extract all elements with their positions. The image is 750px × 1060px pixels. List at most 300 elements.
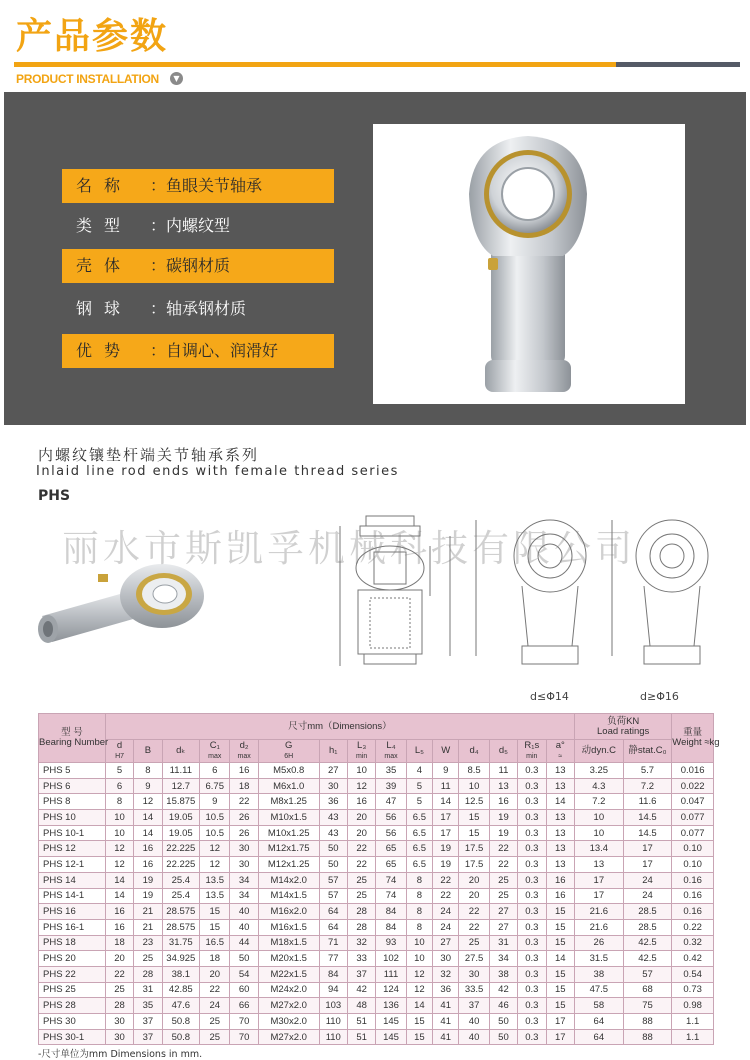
table-cell: 12	[406, 982, 432, 998]
table-cell: 13	[546, 778, 575, 794]
table-cell: 22.225	[162, 841, 199, 857]
table-cell: 16	[546, 888, 575, 904]
table-cell: 14	[105, 888, 133, 904]
table-cell: 111	[376, 966, 406, 982]
table-cell: 13	[575, 857, 624, 873]
table-cell: 37	[134, 1029, 162, 1045]
table-cell: 15	[459, 810, 489, 826]
table-cell: 11	[489, 763, 517, 779]
table-cell: 37	[134, 1014, 162, 1030]
table-row	[39, 1029, 714, 1045]
table-cell: 47.5	[575, 982, 624, 998]
table-cell: 21	[134, 904, 162, 920]
table-cell: 11.11	[162, 763, 199, 779]
table-cell: M8x1.25	[258, 794, 319, 810]
table-cell: 13	[546, 810, 575, 826]
table-cell: M24x2.0	[258, 982, 319, 998]
table-cell: 50	[489, 1029, 517, 1045]
table-cell: 42	[489, 982, 517, 998]
table-cell: 25	[105, 982, 133, 998]
table-cell: 10	[459, 778, 489, 794]
table-cell: 17	[575, 888, 624, 904]
table-cell: 12	[134, 794, 162, 810]
table-cell: 28.575	[162, 904, 199, 920]
table-row	[39, 982, 714, 998]
table-cell: 30	[105, 1014, 133, 1030]
table-cell: 42.85	[162, 982, 199, 998]
table-cell: 1.1	[672, 1029, 714, 1045]
table-cell: 34	[230, 872, 258, 888]
table-cell: 25	[200, 1029, 230, 1045]
bearing-number-cell: PHS 14-1	[39, 888, 106, 904]
table-cell: 12	[347, 778, 375, 794]
table-cell: 25.4	[162, 872, 199, 888]
column-header: L₅	[406, 740, 432, 763]
table-row	[39, 904, 714, 920]
table-header-row	[39, 714, 714, 740]
table-cell: 22	[489, 857, 517, 873]
table-cell: 17	[433, 810, 459, 826]
table-cell: 19	[134, 872, 162, 888]
table-cell: 35	[376, 763, 406, 779]
table-cell: 71	[319, 935, 347, 951]
table-cell: 57	[319, 888, 347, 904]
table-cell: 10.5	[200, 825, 230, 841]
table-cell: 19.05	[162, 810, 199, 826]
table-cell: 0.016	[672, 763, 714, 779]
table-cell: 0.16	[672, 904, 714, 920]
table-cell: 20	[459, 888, 489, 904]
table-row	[39, 966, 714, 982]
table-row	[39, 919, 714, 935]
table-cell: 46	[489, 998, 517, 1014]
table-row	[39, 998, 714, 1014]
table-cell: 4	[406, 763, 432, 779]
bearing-number-cell: PHS 25	[39, 982, 106, 998]
table-footnote: -尺寸单位为mm Dimensions in mm.	[38, 1049, 203, 1060]
table-cell: 15	[546, 904, 575, 920]
table-cell: 22	[347, 857, 375, 873]
table-cell: 16	[347, 794, 375, 810]
bearing-number-cell: PHS 28	[39, 998, 106, 1014]
table-cell: 13	[546, 857, 575, 873]
table-cell: 35	[134, 998, 162, 1014]
table-cell: 8	[406, 919, 432, 935]
table-cell: 50	[319, 857, 347, 873]
table-cell: 11	[433, 778, 459, 794]
table-cell: 70	[230, 1029, 258, 1045]
spec-row	[62, 249, 334, 283]
bearing-number-cell: PHS 20	[39, 951, 106, 967]
page-title: 产品参数	[16, 16, 169, 57]
table-cell: 0.22	[672, 919, 714, 935]
table-cell: 28	[347, 919, 375, 935]
column-header: d H7	[105, 740, 133, 763]
table-cell: 6.5	[406, 857, 432, 873]
table-cell: 14	[433, 794, 459, 810]
table-cell: 12.7	[162, 778, 199, 794]
table-cell: 0.3	[518, 1029, 546, 1045]
table-cell: 13.5	[200, 888, 230, 904]
table-cell: 51	[347, 1014, 375, 1030]
table-cell: 28	[134, 966, 162, 982]
table-cell: 14.5	[623, 810, 672, 826]
table-cell: 40	[230, 904, 258, 920]
table-cell: 16	[489, 794, 517, 810]
table-cell: 40	[459, 1014, 489, 1030]
table-row	[39, 888, 714, 904]
series-label: PHS	[38, 488, 71, 504]
table-cell: 47	[376, 794, 406, 810]
table-cell: 32	[433, 966, 459, 982]
table-row	[39, 1014, 714, 1030]
table-cell: 26	[230, 810, 258, 826]
table-cell: M27x2.0	[258, 998, 319, 1014]
column-header: L₄ max	[376, 740, 406, 763]
table-cell: 10	[347, 763, 375, 779]
table-cell: 11.6	[623, 794, 672, 810]
table-cell: 38	[575, 966, 624, 982]
table-cell: 0.3	[518, 888, 546, 904]
table-cell: 0.077	[672, 810, 714, 826]
table-cell: 40	[230, 919, 258, 935]
table-cell: 25	[134, 951, 162, 967]
table-cell: 0.3	[518, 857, 546, 873]
table-cell: 41	[433, 1014, 459, 1030]
table-cell: 21.6	[575, 919, 624, 935]
table-cell: 42.5	[623, 951, 672, 967]
table-cell: 6.5	[406, 841, 432, 857]
column-header: dₖ	[162, 740, 199, 763]
dimensions-header: 尺寸mm（Dimensions）	[105, 714, 574, 740]
table-cell: 17.5	[459, 841, 489, 857]
table-cell: 10	[575, 825, 624, 841]
table-cell: 15	[406, 1029, 432, 1045]
label-d-ge-16: d≥Φ16	[640, 690, 679, 703]
table-cell: 0.3	[518, 763, 546, 779]
table-cell: M10x1.25	[258, 825, 319, 841]
table-cell: 31	[489, 935, 517, 951]
table-cell: 24	[200, 998, 230, 1014]
table-cell: 14.5	[623, 825, 672, 841]
table-cell: 27	[489, 904, 517, 920]
column-header: d₂ max	[230, 740, 258, 763]
table-cell: 36	[319, 794, 347, 810]
table-cell: M10x1.5	[258, 810, 319, 826]
table-cell: 3.25	[575, 763, 624, 779]
table-cell: 56	[376, 810, 406, 826]
catalog-title-zh: 内螺纹镶垫杆端关节轴承系列	[38, 446, 260, 464]
table-cell: 0.16	[672, 888, 714, 904]
table-cell: 12.5	[459, 794, 489, 810]
column-header: 动dyn.C	[575, 740, 624, 763]
table-cell: 36	[433, 982, 459, 998]
table-cell: 38.1	[162, 966, 199, 982]
table-cell: 17	[546, 1029, 575, 1045]
table-cell: 10	[575, 810, 624, 826]
table-cell: 57	[319, 872, 347, 888]
table-cell: 28	[347, 904, 375, 920]
table-cell: 8	[406, 904, 432, 920]
table-cell: 74	[376, 872, 406, 888]
spec-row	[62, 334, 334, 368]
table-cell: 25	[459, 935, 489, 951]
table-cell: 10	[406, 951, 432, 967]
table-cell: M27x2.0	[258, 1029, 319, 1045]
load-header: 负荷KN Load ratings	[575, 714, 672, 740]
table-cell: 0.3	[518, 982, 546, 998]
table-cell: 12	[406, 966, 432, 982]
spec-label: 钢球	[76, 299, 133, 318]
rod-end-bearing-image	[373, 124, 685, 404]
table-cell: 28.575	[162, 919, 199, 935]
table-cell: 20	[200, 966, 230, 982]
table-cell: 84	[376, 904, 406, 920]
table-row	[39, 872, 714, 888]
table-cell: 17	[623, 857, 672, 873]
table-cell: 20	[347, 825, 375, 841]
table-cell: 93	[376, 935, 406, 951]
spec-label: 优势	[76, 341, 133, 360]
table-cell: M12x1.25	[258, 857, 319, 873]
table-cell: 56	[376, 825, 406, 841]
table-cell: 14	[546, 794, 575, 810]
table-cell: 50	[319, 841, 347, 857]
table-cell: 19.05	[162, 825, 199, 841]
table-cell: 20	[459, 872, 489, 888]
table-cell: 18	[200, 951, 230, 967]
table-cell: 13	[546, 825, 575, 841]
table-cell: 15.875	[162, 794, 199, 810]
table-cell: 31.5	[575, 951, 624, 967]
table-cell: 0.3	[518, 951, 546, 967]
table-cell: 7.2	[623, 778, 672, 794]
table-cell: 24	[623, 888, 672, 904]
page-subtitle: PRODUCT INSTALLATION	[16, 72, 159, 86]
table-cell: 12	[105, 857, 133, 873]
table-cell: 26	[575, 935, 624, 951]
table-cell: 8	[406, 888, 432, 904]
table-cell: 22	[347, 841, 375, 857]
table-cell: 6.5	[406, 825, 432, 841]
table-cell: 6.5	[406, 810, 432, 826]
table-cell: 22	[230, 794, 258, 810]
table-cell: 28.5	[623, 904, 672, 920]
table-cell: M6x1.0	[258, 778, 319, 794]
table-cell: 30	[105, 1029, 133, 1045]
table-row	[39, 810, 714, 826]
spec-label: 类型	[76, 216, 133, 235]
table-cell: 0.98	[672, 998, 714, 1014]
table-cell: 16	[105, 904, 133, 920]
dimension-table	[38, 713, 720, 1045]
table-cell: 18	[230, 778, 258, 794]
table-cell: 15	[546, 966, 575, 982]
weight-header: 重量 Weight ≈kg	[672, 714, 714, 763]
table-cell: 0.3	[518, 872, 546, 888]
table-cell: 28	[105, 998, 133, 1014]
table-cell: 75	[623, 998, 672, 1014]
table-cell: 25	[347, 888, 375, 904]
table-cell: 34	[230, 888, 258, 904]
table-cell: M22x1.5	[258, 966, 319, 982]
table-cell: 51	[347, 1029, 375, 1045]
table-cell: 88	[623, 1029, 672, 1045]
model-header: 型 号 Bearing Number	[39, 714, 106, 763]
table-cell: 30	[230, 857, 258, 873]
table-cell: 30	[433, 951, 459, 967]
table-cell: 50.8	[162, 1014, 199, 1030]
table-cell: 8	[134, 763, 162, 779]
chevron-down-icon: ▼	[170, 72, 183, 85]
table-cell: 14	[105, 872, 133, 888]
table-cell: 64	[575, 1029, 624, 1045]
table-cell: 8	[406, 872, 432, 888]
table-cell: 84	[319, 966, 347, 982]
table-cell: 27	[319, 763, 347, 779]
table-cell: 37	[347, 966, 375, 982]
table-cell: 65	[376, 841, 406, 857]
bearing-number-cell: PHS 14	[39, 872, 106, 888]
table-cell: 15	[546, 998, 575, 1014]
table-cell: 0.077	[672, 825, 714, 841]
table-cell: 24	[433, 904, 459, 920]
table-cell: 110	[319, 1014, 347, 1030]
table-cell: 0.3	[518, 935, 546, 951]
label-d-le-14: d≤Φ14	[530, 690, 569, 703]
table-cell: 14	[134, 810, 162, 826]
table-cell: 12	[200, 841, 230, 857]
bearing-number-cell: PHS 16-1	[39, 919, 106, 935]
table-cell: 12	[200, 857, 230, 873]
table-cell: 65	[376, 857, 406, 873]
header-accent-line	[14, 62, 616, 67]
table-cell: 0.3	[518, 825, 546, 841]
table-cell: 5.7	[623, 763, 672, 779]
company-watermark: 丽水市斯凯孚机械科技有限公司	[62, 527, 636, 570]
table-cell: 4.3	[575, 778, 624, 794]
table-cell: 7.2	[575, 794, 624, 810]
table-cell: 48	[347, 998, 375, 1014]
table-cell: 0.10	[672, 841, 714, 857]
column-header: d₄	[459, 740, 489, 763]
table-cell: 58	[575, 998, 624, 1014]
spec-value: ：自调心、润滑好	[150, 341, 279, 360]
table-cell: 44	[230, 935, 258, 951]
table-cell: 15	[200, 904, 230, 920]
table-cell: 27	[489, 919, 517, 935]
table-cell: 42	[347, 982, 375, 998]
table-cell: 24	[623, 872, 672, 888]
table-cell: 70	[230, 1014, 258, 1030]
table-cell: 37	[459, 998, 489, 1014]
table-cell: 31.75	[162, 935, 199, 951]
table-cell: 22	[489, 841, 517, 857]
table-cell: 64	[319, 919, 347, 935]
table-cell: 16	[546, 872, 575, 888]
table-cell: 74	[376, 888, 406, 904]
column-header: h₁	[319, 740, 347, 763]
table-cell: 14	[406, 998, 432, 1014]
table-cell: 0.3	[518, 1014, 546, 1030]
table-cell: 0.3	[518, 810, 546, 826]
table-cell: 43	[319, 825, 347, 841]
table-cell: 17	[546, 1014, 575, 1030]
spec-value: ：鱼眼关节轴承	[150, 176, 263, 195]
table-cell: 19	[489, 825, 517, 841]
table-cell: 6	[105, 778, 133, 794]
spec-value: ：碳钢材质	[150, 256, 231, 275]
table-cell: 17.5	[459, 857, 489, 873]
table-cell: 0.73	[672, 982, 714, 998]
table-cell: 5	[105, 763, 133, 779]
table-cell: 10	[105, 810, 133, 826]
header-dark-line	[616, 62, 740, 67]
table-cell: 9	[200, 794, 230, 810]
table-cell: 9	[134, 778, 162, 794]
bearing-number-cell: PHS 18	[39, 935, 106, 951]
table-row	[39, 857, 714, 873]
table-cell: 31	[134, 982, 162, 998]
table-cell: 20	[105, 951, 133, 967]
table-cell: 23	[134, 935, 162, 951]
table-cell: 25	[489, 888, 517, 904]
table-cell: 50.8	[162, 1029, 199, 1045]
table-cell: 16.5	[200, 935, 230, 951]
table-cell: 20	[347, 810, 375, 826]
table-cell: M20x1.5	[258, 951, 319, 967]
spec-label: 壳体	[76, 256, 133, 275]
column-header: a° ≈	[546, 740, 575, 763]
bearing-number-cell: PHS 22	[39, 966, 106, 982]
page-header	[0, 0, 750, 92]
table-subheader-row	[39, 740, 714, 763]
table-cell: 21	[134, 919, 162, 935]
column-header: 静stat.C₀	[623, 740, 672, 763]
table-cell: 34	[489, 951, 517, 967]
spec-value: ：内螺纹型	[150, 216, 231, 235]
table-cell: 25	[489, 872, 517, 888]
table-cell: 14	[546, 951, 575, 967]
table-cell: 22	[200, 982, 230, 998]
table-cell: 25.4	[162, 888, 199, 904]
table-cell: 33.5	[459, 982, 489, 998]
column-header: W	[433, 740, 459, 763]
table-cell: 21.6	[575, 904, 624, 920]
table-cell: 8.5	[459, 763, 489, 779]
table-cell: 13.4	[575, 841, 624, 857]
bearing-number-cell: PHS 10	[39, 810, 106, 826]
bearing-number-cell: PHS 10-1	[39, 825, 106, 841]
column-header: C₁ max	[200, 740, 230, 763]
table-cell: 57	[623, 966, 672, 982]
spec-row	[62, 292, 334, 326]
table-cell: 10	[406, 935, 432, 951]
table-cell: 30	[459, 966, 489, 982]
product-photo	[373, 124, 685, 404]
spec-row	[62, 209, 334, 243]
table-cell: M16x2.0	[258, 904, 319, 920]
table-cell: 0.3	[518, 919, 546, 935]
bearing-number-cell: PHS 6	[39, 778, 106, 794]
table-cell: 50	[489, 1014, 517, 1030]
table-cell: 5	[406, 794, 432, 810]
table-cell: M16x1.5	[258, 919, 319, 935]
table-cell: 16	[134, 841, 162, 857]
table-cell: 42.5	[623, 935, 672, 951]
table-cell: 33	[347, 951, 375, 967]
table-cell: 40	[459, 1029, 489, 1045]
